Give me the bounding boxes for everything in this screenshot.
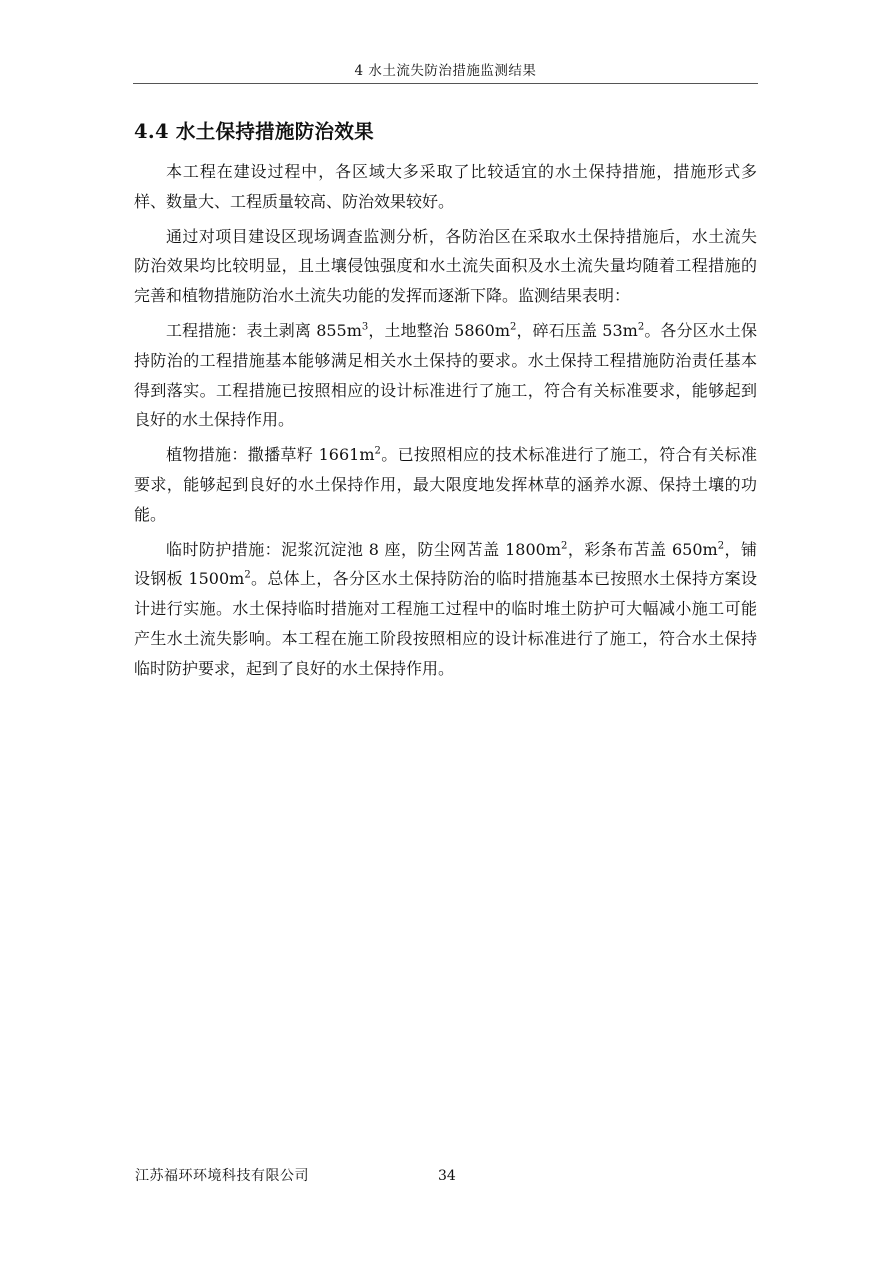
body-text	[134, 157, 757, 689]
plant-text-rest: 。已按照相应的技术标准进行了施工，符合有关标准要求，能够起到良好的水土保持作用，最大限度地发挥林草的涵养水源、保持土壤的功能。	[134, 445, 757, 524]
temporary-superscript-1: 2	[561, 540, 568, 552]
paragraph-plant-measures	[134, 440, 757, 529]
chapter-header-text: 4 水土流失防治措施监测结果	[354, 63, 537, 79]
engineering-superscript-2: 2	[510, 321, 517, 333]
temporary-text-rest: 。总体上，各分区水土保持防治的临时措施基本已按照水土保持方案设计进行实施。水土保持临时措施对工程施工过程中的临时堆土防护可大幅减小施工可能产生水土流失影响。本工程在施工阶段按照相应的设计标准进行了施工，符合水土保持临时防护要求，起到了良好的水土保持作用。	[134, 569, 757, 678]
temporary-text-lead: 临时防护措施：泥浆沉淀池 8 座，防尘网苫盖 1800m	[166, 539, 562, 559]
footer-company-name: 江苏福环环境科技有限公司	[135, 1168, 309, 1184]
engineering-superscript-1: 3	[361, 321, 369, 333]
paragraph-intro: 本工程在建设过程中，各区域大多采取了比较适宜的水土保持措施，措施形式多样、数量大、工程质量较高、防治效果较好。	[134, 162, 757, 211]
footer-page-number: 34	[438, 1168, 456, 1184]
paragraph-temporary-measures	[134, 535, 757, 684]
paragraph-engineering-measures	[134, 316, 757, 435]
plant-text-lead: 植物措施：撒播草籽 1661m	[166, 445, 375, 465]
temporary-text-mid-1: ，彩条布苫盖 650m	[567, 539, 718, 559]
engineering-text-mid-2: ，碎石压盖 53m	[516, 320, 638, 340]
temporary-superscript-3: 2	[244, 570, 251, 582]
section-title: 4.4 水土保持措施防治效果	[134, 120, 374, 143]
plant-superscript-1: 2	[374, 445, 381, 457]
engineering-text-mid-1: ，土地整治 5860m	[368, 320, 511, 340]
engineering-text-rest: 。各分区水土保持防治的工程措施基本能够满足相关水土保持的要求。水土保持工程措施防治责任基本得到落实。工程措施已按照相应的设计标准进行了施工，符合有关标准要求，能够起到良好的水土保持作用。	[134, 320, 757, 430]
running-header	[133, 60, 758, 84]
engineering-text-lead: 工程措施：表土剥离 855m	[166, 320, 362, 340]
temporary-superscript-2: 2	[717, 540, 725, 552]
engineering-superscript-3: 2	[637, 321, 645, 333]
paragraph-monitoring-analysis: 通过对项目建设区现场调查监测分析，各防治区在采取水土保持措施后，水土流失防治效果均比较明显，且土壤侵蚀强度和水土流失面积及水土流失量均随着工程措施的完善和植物措施防治水土流失功能的发挥而逐渐下降。监测结果表明：	[134, 226, 757, 306]
temporary-text-mid-2: ，铺设钢板 1500m	[134, 539, 757, 589]
